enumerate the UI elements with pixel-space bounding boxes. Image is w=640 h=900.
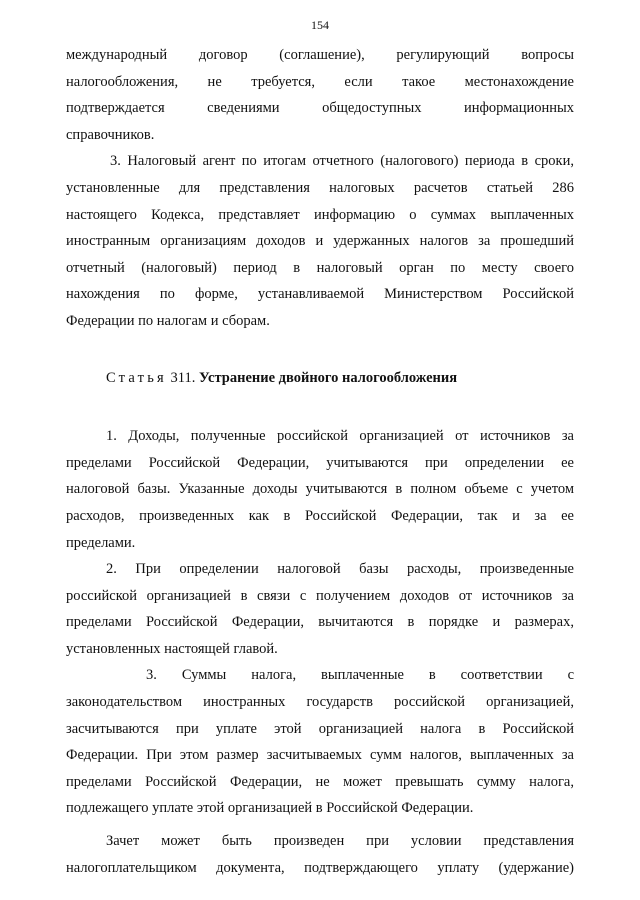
document-body <box>66 42 574 881</box>
text-line: 3. Налоговый агент по итогам отчетного (налогового) периода в сроки, <box>110 153 574 170</box>
text-line: расходов, произведенных как в Российской Федерации, так и за ее <box>66 507 574 524</box>
text-line: отчетный (налоговый) период в налоговый орган по месту своего <box>66 259 574 276</box>
text-line: 2. При определении налоговой базы расходы, произведенные <box>106 561 574 578</box>
paragraph-3 <box>66 148 574 334</box>
article-number: 311. <box>170 369 196 386</box>
text-line: пределами. <box>66 534 136 551</box>
text-line: иностранным организациям доходов и удержанных налогов за прошедший <box>66 233 574 250</box>
article-label: Статья <box>106 369 167 386</box>
continuation-paragraph <box>66 42 574 148</box>
text-line: 1. Доходы, полученные российской организацией от источников за <box>106 428 574 445</box>
article-title: Устранение двойного налогообложения <box>198 369 458 386</box>
text-line: 3. Суммы налога, выплаченные в соответствии с <box>146 667 574 684</box>
text-line: нахождения по форме, устанавливаемой Министерством Российской <box>66 286 574 303</box>
text-line: справочников. <box>66 126 155 143</box>
text-line: пределами Российской Федерации, не может превышать сумму налога, <box>66 773 574 790</box>
text-line: пределами Российской Федерации, вычитаются в порядке и размерах, <box>66 614 574 631</box>
text-line: установленные для представления налоговых расчетов статьей 286 <box>66 179 574 196</box>
text-line: подтверждается сведениями общедоступных информационных <box>66 100 574 117</box>
text-line: установленных настоящей главой. <box>66 640 278 657</box>
text-line: настоящего Кодекса, представляет информацию о суммах выплаченных <box>66 206 574 223</box>
text-line: налогоплательщиком документа, подтверждающего уплату (удержание) <box>66 859 574 876</box>
page-number: 154 <box>311 18 329 32</box>
article-heading <box>106 365 574 392</box>
text-line: засчитываются при уплате этой организацией налога в Российской <box>66 720 574 737</box>
text-line: Федерации. При этом размер засчитываемых сумм налогов, выплаченных за <box>66 747 574 764</box>
text-line: пределами Российской Федерации, учитываются при определении ее <box>66 454 574 471</box>
text-line: международный договор (соглашение), регулирующий вопросы <box>66 47 574 63</box>
text-line: российской организацией в связи с получением доходов от источников за <box>66 587 574 604</box>
item-3 <box>66 662 574 822</box>
text-line: Зачет может быть произведен при условии представления <box>106 833 574 850</box>
item-1 <box>66 423 574 556</box>
text-line: налогообложения, не требуется, если такое местонахождение <box>66 73 574 90</box>
text-line: налоговой базы. Указанные доходы учитываются в полном объеме с учетом <box>66 481 574 498</box>
text-line: законодательством иностранных государств российской организацией, <box>66 694 574 711</box>
text-line: Федерации по налогам и сборам. <box>66 312 270 329</box>
item-2 <box>66 556 574 662</box>
final-paragraph <box>66 828 574 881</box>
text-line: подлежащего уплате этой организацией в Российской Федерации. <box>66 800 474 817</box>
